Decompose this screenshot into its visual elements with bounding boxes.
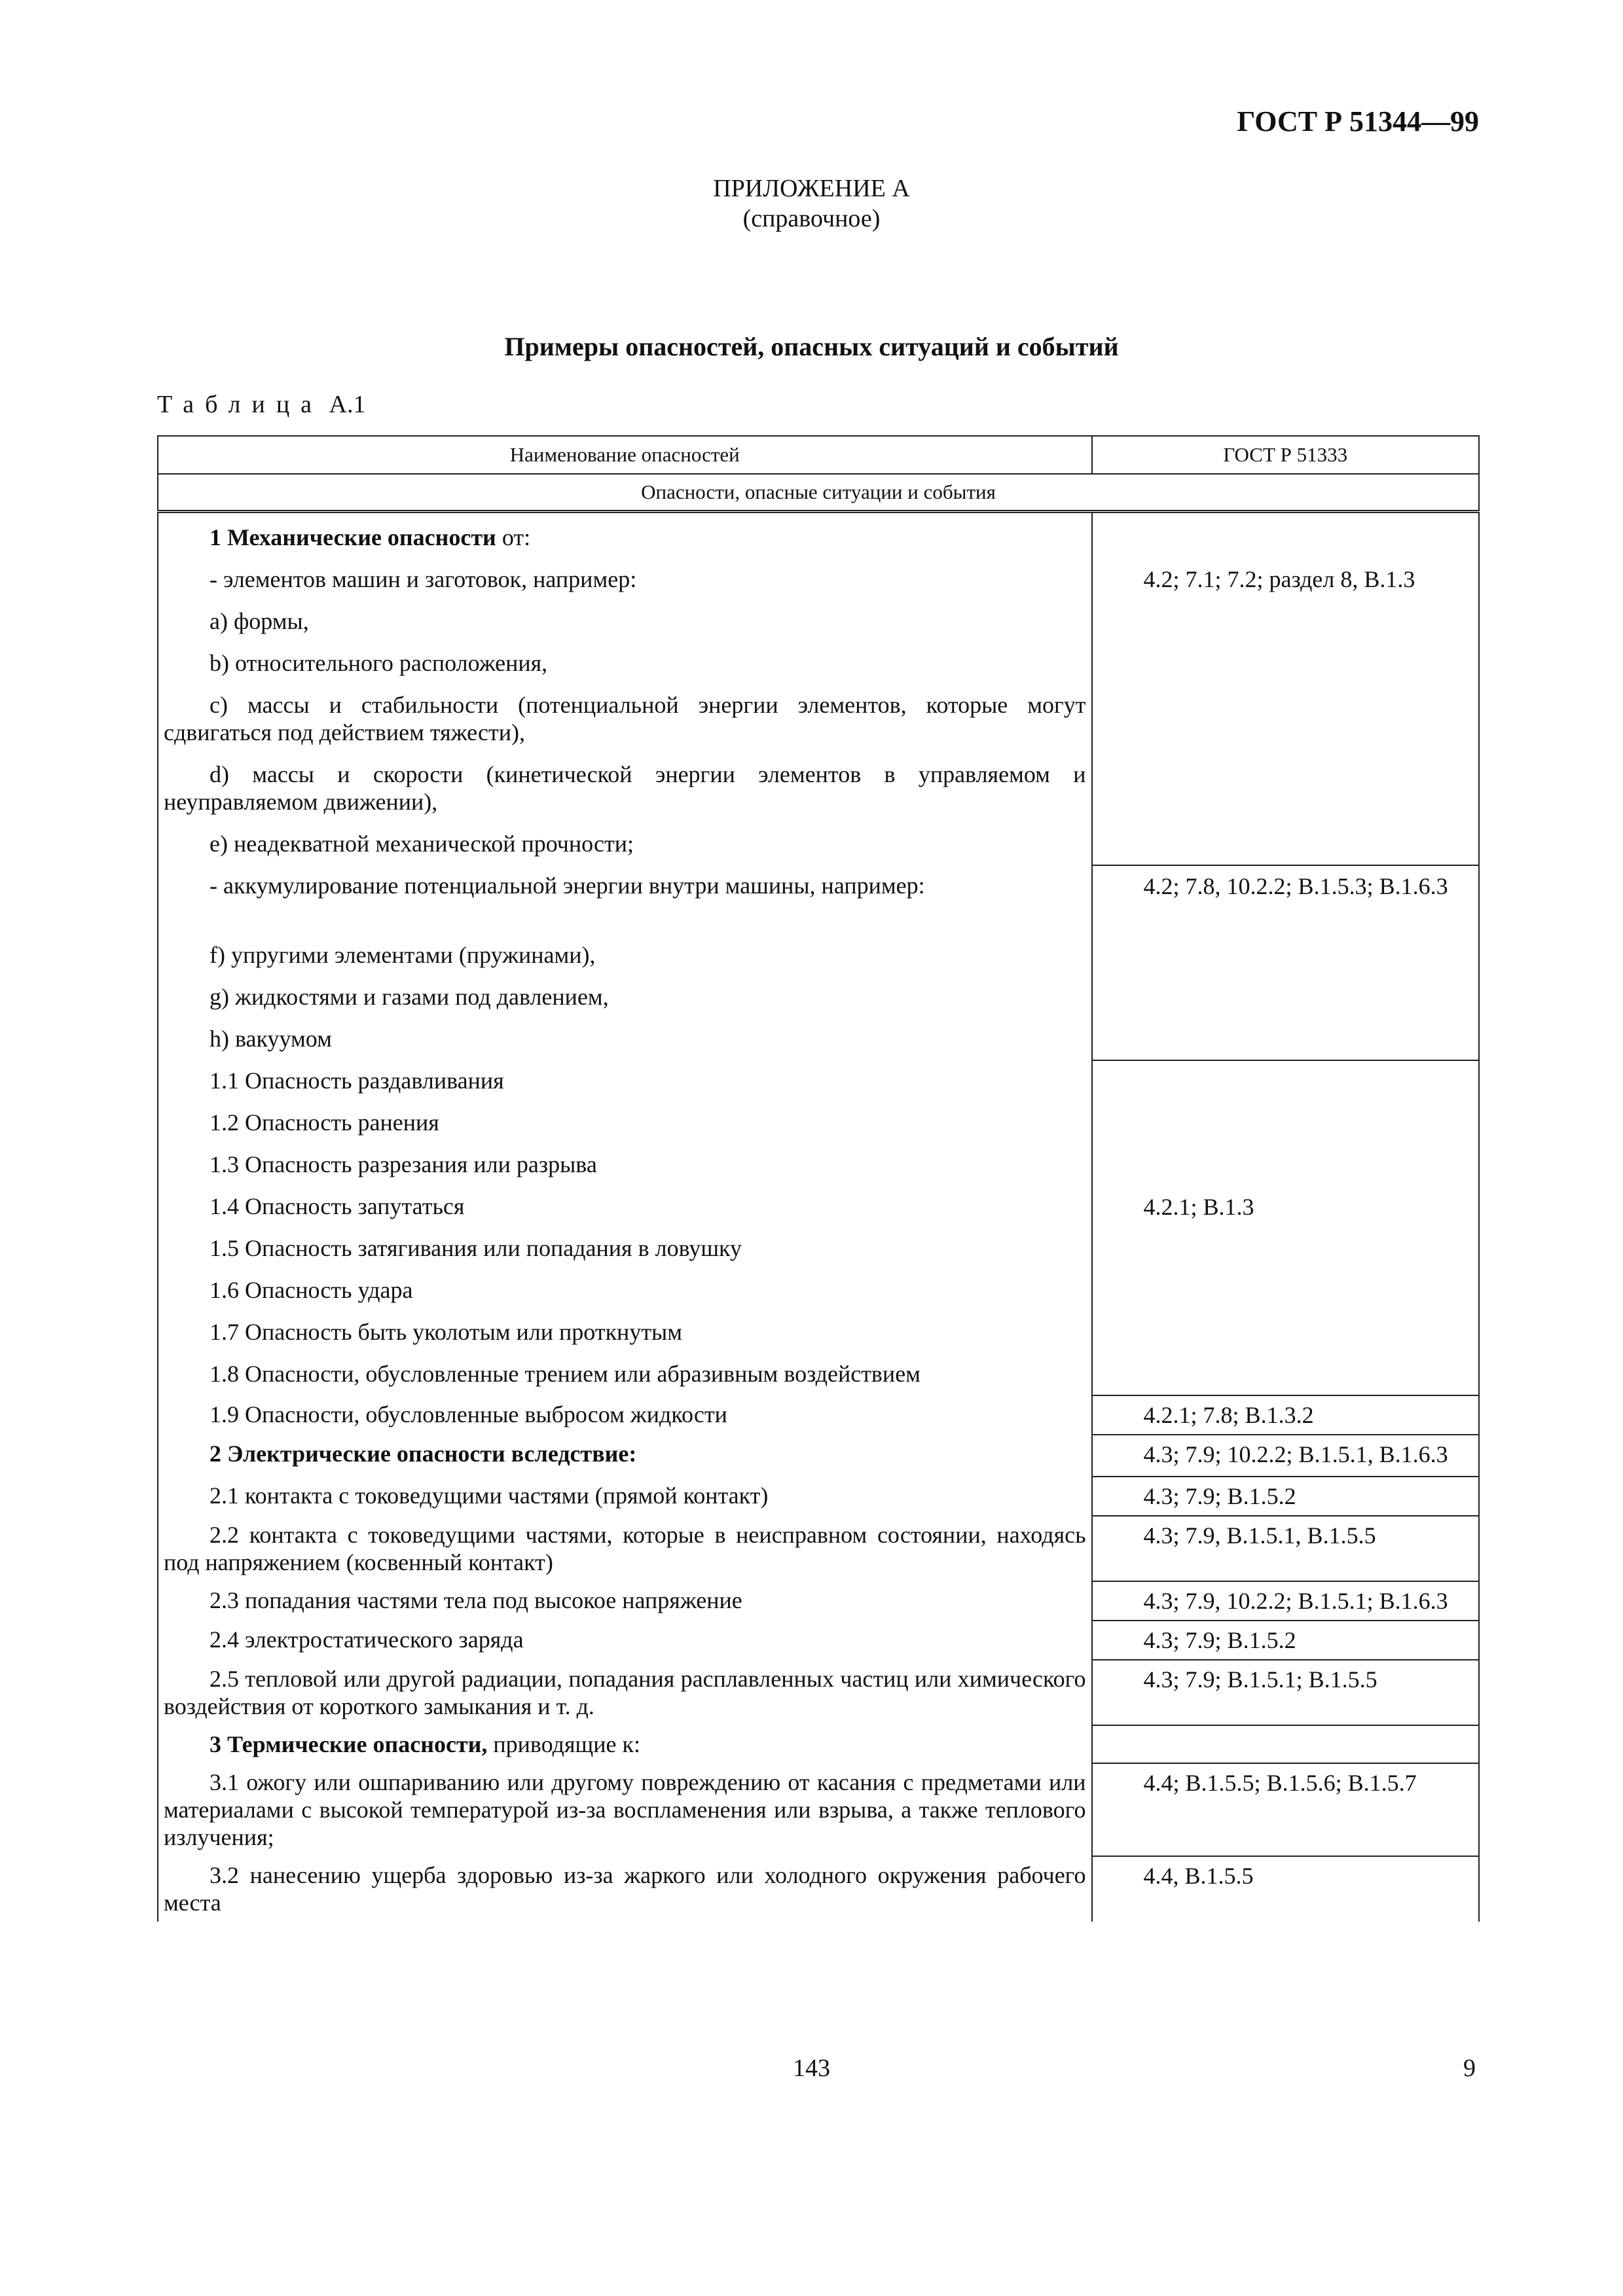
row-ref-empty [1092, 1725, 1479, 1763]
table-label-number: А.1 [329, 391, 366, 418]
row-text: 1.2 Опасность ранения [210, 1109, 439, 1136]
row-text: 3.1 ожогу или ошпариванию или другому повреждению от касания с предметами или материалами с высокой температурой из-за воспламенения или взрыва, а также теплового излучения; [164, 1769, 1086, 1850]
row-ref [1092, 512, 1479, 866]
row-text [158, 1621, 1092, 1660]
row-text: 2.5 тепловой или другой радиации, попадания расплавленных частиц или химического воздействия от короткого замыкания и т. д. [164, 1666, 1086, 1719]
row-text: b) относительного расположения, [210, 650, 548, 676]
row-text: h) вакуумом [210, 1026, 332, 1052]
row-text [158, 1435, 1092, 1477]
table-row [158, 1581, 1479, 1621]
row-text [158, 865, 1092, 1060]
section-title: Примеры опасностей, опасных ситуаций и событий [504, 332, 1119, 361]
row-text-rest: приводящие к: [487, 1731, 640, 1757]
annex-heading [0, 173, 1623, 234]
row-ref [1092, 1621, 1479, 1660]
ref-text: 4.3; 7.9, В.1.5.1, В.1.5.5 [1143, 1522, 1376, 1549]
row-text [158, 1395, 1092, 1435]
row-text: 2.4 электростатического заряда [210, 1626, 524, 1653]
row-text [158, 1516, 1092, 1581]
table-row [158, 1435, 1479, 1477]
row-text [158, 512, 1092, 866]
row-text: 1.4 Опасность запутаться [210, 1193, 465, 1219]
table-row [158, 1516, 1479, 1581]
ref-text: 4.3; 7.9, 10.2.2; В.1.5.1; В.1.6.3 [1143, 1588, 1448, 1614]
row-ref [1092, 1856, 1479, 1922]
page-number-right: 9 [1463, 2054, 1476, 2082]
row-text: d) массы и скорости (кинетической энергии элементов в управляемом и неуправляемом движении), [164, 761, 1086, 815]
table-label-word: Таблица [157, 391, 323, 418]
row-ref [1092, 1395, 1479, 1435]
row-ref [1092, 1060, 1479, 1395]
row-text: 1.7 Опасность быть уколотым или проткнутым [210, 1319, 683, 1345]
row-text: a) формы, [210, 608, 309, 634]
row-text: 1.5 Опасность затягивания или попадания в ловушку [210, 1235, 742, 1261]
row-ref [1092, 1581, 1479, 1621]
table-row [158, 1395, 1479, 1435]
ref-text: 4.3; 7.9; 10.2.2; В.1.5.1, В.1.6.3 [1143, 1441, 1448, 1467]
row-text [158, 1660, 1092, 1725]
table-subheader-row [158, 474, 1479, 512]
ref-text: 4.4; В.1.5.5; В.1.5.6; В.1.5.7 [1143, 1770, 1417, 1796]
table-label [157, 390, 365, 419]
table-subheader: Опасности, опасные ситуации и события [158, 474, 1479, 512]
ref-text: 4.3; 7.9; В.1.5.1; В.1.5.5 [1143, 1666, 1377, 1693]
table-row [158, 1763, 1479, 1856]
row-text [158, 1856, 1092, 1922]
ref-text: 4.3; 7.9; В.1.5.2 [1143, 1483, 1296, 1509]
row-text [158, 1477, 1092, 1516]
row-text: 3.2 нанесению ущерба здоровью из-за жаркого или холодного окружения рабочего места [164, 1862, 1086, 1916]
row-ref [1092, 1763, 1479, 1856]
row-ref [1092, 865, 1479, 1060]
col2-header: ГОСТ Р 51333 [1092, 436, 1479, 474]
table-header-row [158, 436, 1479, 474]
annex-title: ПРИЛОЖЕНИЕ А [713, 175, 910, 202]
row-text: 2.3 попадания частями тела под высокое напряжение [210, 1587, 742, 1613]
hazard-group-title: 1 Механические опасности [210, 524, 496, 550]
table-row [158, 512, 1479, 866]
table-row [158, 1060, 1479, 1395]
table-row [158, 865, 1479, 1060]
hazard-group-title: 2 Электрические опасности вследствие: [210, 1441, 637, 1467]
table-row [158, 1660, 1479, 1725]
row-text: e) неадекватной механической прочности; [210, 831, 634, 857]
row-ref [1092, 1477, 1479, 1516]
table-row [158, 1621, 1479, 1660]
row-text [158, 1581, 1092, 1621]
row-text: 1.3 Опасность разрезания или разрыва [210, 1151, 597, 1177]
row-text: g) жидкостями и газами под давлением, [210, 984, 609, 1010]
standard-number: ГОСТ Р 51344—99 [1237, 105, 1479, 137]
row-text: 2.1 контакта с токоведущими частями (прямой контакт) [210, 1482, 769, 1509]
annex-note: (справочное) [742, 205, 881, 232]
hazards-table [157, 435, 1480, 1922]
row-ref [1092, 1516, 1479, 1581]
page-number-center: 143 [793, 2054, 830, 2082]
row-text: 1.9 Опасности, обусловленные выбросом жидкости [210, 1401, 727, 1427]
row-text: - аккумулирование потенциальной энергии внутри машины, например: [210, 872, 925, 899]
row-text [158, 1763, 1092, 1856]
ref-text: 4.2; 7.8, 10.2.2; В.1.5.3; В.1.6.3 [1143, 873, 1448, 899]
row-text [158, 1060, 1092, 1395]
table-row [158, 1477, 1479, 1516]
table-row [158, 1856, 1479, 1922]
ref-text: 4.2; 7.1; 7.2; раздел 8, В.1.3 [1143, 566, 1415, 592]
table-row [158, 1725, 1479, 1763]
row-text [158, 1725, 1092, 1763]
row-text: 1.8 Опасности, обусловленные трением или абразивным воздействием [210, 1361, 921, 1387]
ref-text: 4.3; 7.9; В.1.5.2 [1143, 1627, 1296, 1653]
row-text-rest: от: [496, 524, 531, 550]
ref-text: 4.4, В.1.5.5 [1143, 1863, 1254, 1889]
ref-text: 4.2.1; 7.8; В.1.3.2 [1143, 1402, 1314, 1428]
row-ref [1092, 1660, 1479, 1725]
ref-text: 4.2.1; В.1.3 [1143, 1194, 1254, 1220]
row-text: 1.1 Опасность раздавливания [210, 1067, 504, 1094]
row-text: 1.6 Опасность удара [210, 1277, 413, 1303]
row-text: f) упругими элементами (пружинами), [210, 942, 596, 968]
row-text: - элементов машин и заготовок, например: [210, 566, 637, 592]
hazard-group-title: 3 Термические опасности, [210, 1731, 488, 1757]
row-text: c) массы и стабильности (потенциальной энергии элементов, которые могут сдвигаться под действием тяжести), [164, 692, 1086, 745]
row-ref [1092, 1435, 1479, 1477]
col1-header: Наименование опасностей [158, 436, 1092, 474]
row-text: 2.2 контакта с токоведущими частями, которые в неисправном состоянии, находясь под напряжением (косвенный контакт) [164, 1522, 1086, 1575]
